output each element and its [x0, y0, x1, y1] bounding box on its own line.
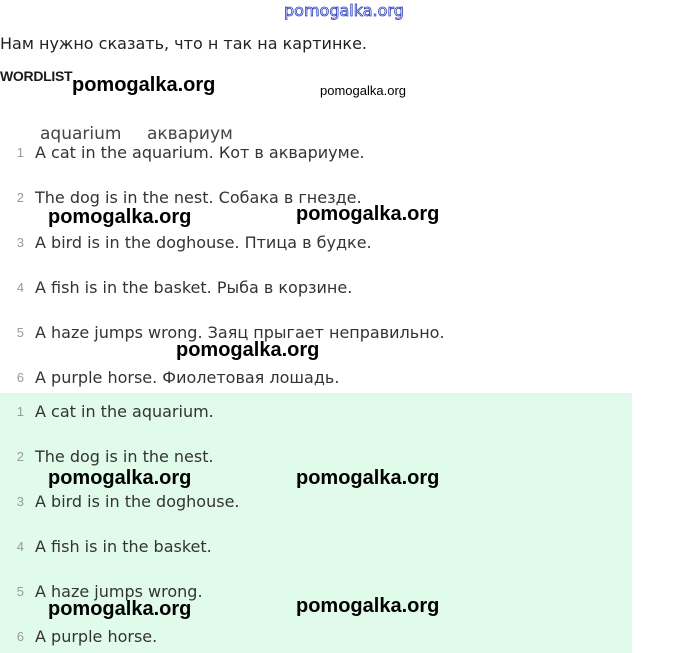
- line-number: 3: [16, 234, 24, 250]
- line-number: 4: [16, 279, 24, 295]
- line-text: A haze jumps wrong. Заяц прыгает неправильно.: [35, 322, 445, 342]
- watermark-overlay: pomogalka.org: [72, 74, 216, 96]
- translated-line: [0, 230, 372, 254]
- line-text: A purple horse. Фиолетовая лошадь.: [35, 367, 340, 387]
- watermark-overlay: pomogalka.org: [320, 83, 406, 98]
- translated-line: [0, 140, 365, 164]
- line-text: A fish is in the basket.: [35, 536, 212, 556]
- wordlist-word-ru: аквариум: [147, 124, 233, 144]
- watermark-overlay: pomogalka.org: [48, 467, 192, 489]
- line-text: A fish is in the basket. Рыба в корзине.: [35, 277, 353, 297]
- line-number: 6: [16, 628, 24, 644]
- english-line: [0, 444, 214, 468]
- english-line: [0, 399, 214, 423]
- wordlist-word-en: aquarium: [40, 124, 122, 144]
- watermark-overlay: pomogalka.org: [296, 203, 440, 225]
- top-watermark: pomogalka.org: [284, 1, 404, 20]
- watermark-overlay: pomogalka.org: [296, 595, 440, 617]
- english-line: [0, 534, 212, 558]
- wordlist-title: WORDLIST: [0, 68, 73, 84]
- translated-line: [0, 275, 352, 299]
- watermark-overlay: pomogalka.org: [176, 339, 320, 361]
- watermark-overlay: pomogalka.org: [296, 467, 440, 489]
- line-text: The dog is in the nest.: [35, 446, 214, 466]
- line-text: A haze jumps wrong.: [35, 581, 203, 601]
- line-number: 2: [16, 189, 24, 205]
- question-text: Нам нужно сказать, что н так на картинке.: [0, 34, 367, 53]
- line-text: The dog is in the nest. Собака в гнезде.: [35, 187, 362, 207]
- watermark-overlay: pomogalka.org: [48, 598, 192, 620]
- english-line: [0, 489, 240, 513]
- line-text: A cat in the aquarium.: [35, 401, 214, 421]
- line-number: 1: [16, 403, 24, 419]
- line-number: 5: [16, 583, 24, 599]
- english-line: [0, 624, 157, 648]
- line-number: 6: [16, 369, 24, 385]
- line-number: 4: [16, 538, 24, 554]
- watermark-overlay: pomogalka.org: [48, 206, 192, 228]
- line-text: A bird is in the doghouse. Птица в будке.: [35, 232, 372, 252]
- translated-line: [0, 365, 339, 389]
- line-number: 5: [16, 324, 24, 340]
- line-text: A cat in the aquarium. Кот в аквариуме.: [35, 142, 365, 162]
- line-number: 3: [16, 493, 24, 509]
- line-number: 1: [16, 144, 24, 160]
- line-text: A bird is in the doghouse.: [35, 491, 240, 511]
- line-text: A purple horse.: [35, 626, 158, 646]
- line-number: 2: [16, 448, 24, 464]
